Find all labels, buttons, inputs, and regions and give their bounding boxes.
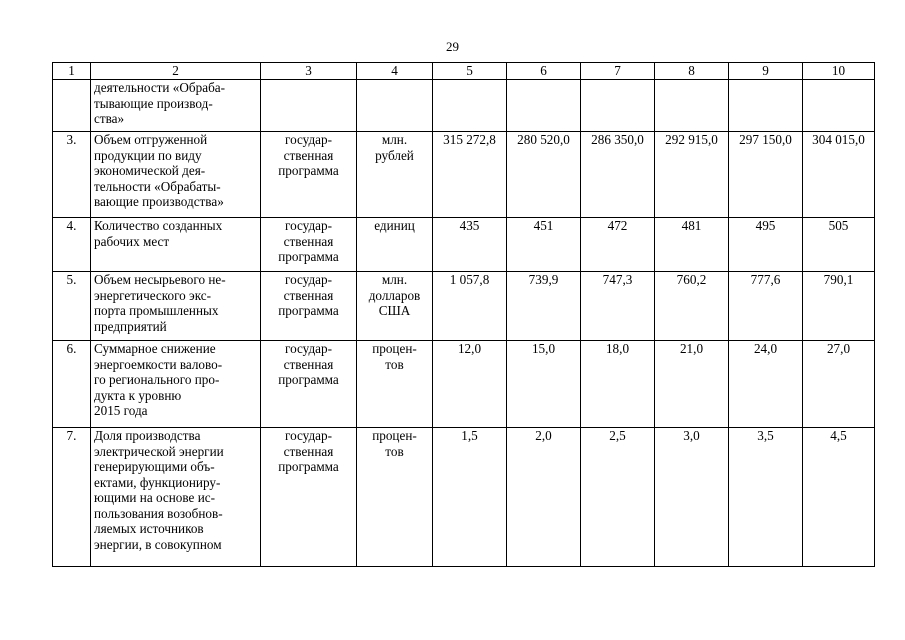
indicator-name-line: Объем несырьевого не- [94, 272, 226, 287]
value-cell [803, 80, 875, 132]
indicator-name-cell [91, 272, 261, 341]
value-cell: 495 [729, 218, 803, 272]
indicator-name-line: деятельности «Обраба- [94, 80, 226, 95]
indicator-name-line: 2015 года [94, 403, 148, 418]
source-program-cell [261, 272, 357, 341]
value-cell [655, 80, 729, 132]
header-cell: 1 [53, 63, 91, 80]
table-row [53, 80, 875, 132]
page-number: 29 [446, 39, 459, 54]
indicator-name-line: ектами, функциониру- [94, 474, 221, 490]
value-cell: 15,0 [507, 341, 581, 428]
row-number-cell: 3. [53, 132, 91, 218]
value-cell: 790,1 [803, 272, 875, 341]
source-program-line: государ- [285, 218, 332, 233]
indicator-name-cell [91, 80, 261, 132]
value-cell: 739,9 [507, 272, 581, 341]
source-program-line: государ- [285, 428, 332, 443]
table-row [53, 132, 875, 218]
value-cell: 280 520,0 [507, 132, 581, 218]
value-cell: 777,6 [729, 272, 803, 341]
indicator-name-line: дукта к уровню [94, 387, 182, 403]
unit-line: долларов [368, 287, 421, 303]
row-number-cell: 6. [53, 341, 91, 428]
indicator-name-line: тельности «Обрабаты- [94, 178, 221, 194]
unit-cell [357, 428, 433, 567]
indicator-name-line: ства» [94, 111, 125, 126]
value-cell: 4,5 [803, 428, 875, 567]
value-cell: 3,0 [655, 428, 729, 567]
indicator-name-line: энергетического экс- [94, 287, 212, 303]
value-cell: 481 [655, 218, 729, 272]
header-cell: 4 [357, 63, 433, 80]
indicator-name-line: электрической энергии [94, 443, 224, 459]
indicator-name-line: Объем отгруженной [94, 132, 208, 147]
unit-line: тов [385, 443, 404, 459]
unit-line: рублей [375, 147, 414, 163]
unit-cell [357, 132, 433, 218]
indicator-name-line: экономической дея- [94, 163, 206, 178]
indicator-name-line: ющими на основе ис- [94, 490, 215, 505]
indicator-name-line: энергоемкости валово- [94, 356, 223, 372]
source-program-line: ственная [283, 233, 334, 249]
value-cell: 292 915,0 [655, 132, 729, 218]
indicator-name-line: пользования возобнов- [94, 505, 223, 521]
indicators-table [52, 62, 875, 567]
value-cell: 304 015,0 [803, 132, 875, 218]
unit-line: процен- [372, 428, 417, 443]
row-number-cell [53, 80, 91, 132]
source-program-line: программа [278, 163, 339, 178]
value-cell: 472 [581, 218, 655, 272]
indicator-name-line: продукции по виду [94, 147, 202, 163]
value-cell: 1,5 [433, 428, 507, 567]
value-cell [507, 80, 581, 132]
source-program-line: ственная [283, 147, 334, 163]
table-row [53, 218, 875, 272]
header-cell: 5 [433, 63, 507, 80]
value-cell: 24,0 [729, 341, 803, 428]
value-cell: 2,0 [507, 428, 581, 567]
unit-line: млн. [381, 132, 408, 147]
source-program-cell [261, 428, 357, 567]
indicator-name-line: тывающие производ- [94, 95, 213, 111]
value-cell: 27,0 [803, 341, 875, 428]
table-row [53, 272, 875, 341]
source-program-line: государ- [285, 341, 332, 356]
indicator-name-cell [91, 132, 261, 218]
indicator-name-line: Суммарное снижение [94, 341, 216, 356]
value-cell [729, 80, 803, 132]
value-cell: 297 150,0 [729, 132, 803, 218]
header-cell: 6 [507, 63, 581, 80]
indicator-name-cell [91, 218, 261, 272]
source-program-line: программа [278, 303, 339, 318]
source-program-cell [261, 132, 357, 218]
value-cell: 505 [803, 218, 875, 272]
value-cell: 2,5 [581, 428, 655, 567]
unit-cell [357, 218, 433, 272]
source-program-line: ственная [283, 287, 334, 303]
indicator-name-line: ляемых источников [94, 521, 204, 536]
value-cell [581, 80, 655, 132]
header-cell: 10 [803, 63, 875, 80]
indicator-name-line: вающие производства» [94, 194, 224, 209]
source-program-line: программа [278, 249, 339, 264]
source-program-cell [261, 341, 357, 428]
table-row [53, 341, 875, 428]
value-cell: 747,3 [581, 272, 655, 341]
indicator-name-line: энергии, в совокупном [94, 536, 222, 552]
indicator-name-line: предприятий [94, 318, 167, 334]
source-program-cell [261, 218, 357, 272]
source-program-line: программа [278, 459, 339, 474]
value-cell [433, 80, 507, 132]
source-program-line: ственная [283, 443, 334, 459]
indicator-name-cell [91, 428, 261, 567]
indicator-name-line: порта промышленных [94, 303, 219, 318]
unit-line: процен- [372, 341, 417, 356]
unit-line: млн. [381, 272, 408, 287]
header-cell: 7 [581, 63, 655, 80]
value-cell: 18,0 [581, 341, 655, 428]
indicator-name-line: рабочих мест [94, 233, 170, 249]
value-cell: 1 057,8 [433, 272, 507, 341]
source-program-line: государ- [285, 132, 332, 147]
source-program-cell [261, 80, 357, 132]
indicator-name-line: Количество созданных [94, 218, 223, 233]
row-number-cell: 4. [53, 218, 91, 272]
unit-line: тов [385, 356, 404, 372]
indicator-name-line: Доля производства [94, 428, 201, 443]
value-cell: 451 [507, 218, 581, 272]
value-cell: 12,0 [433, 341, 507, 428]
source-program-line: государ- [285, 272, 332, 287]
source-program-line: ственная [283, 356, 334, 372]
source-program-line: программа [278, 372, 339, 387]
indicator-name-cell [91, 341, 261, 428]
header-cell: 9 [729, 63, 803, 80]
unit-line: США [378, 303, 411, 318]
row-number-cell: 7. [53, 428, 91, 567]
unit-cell [357, 272, 433, 341]
header-cell: 3 [261, 63, 357, 80]
table-header-row [53, 63, 875, 80]
indicator-name-line: генерирующими объ- [94, 459, 215, 474]
value-cell: 315 272,8 [433, 132, 507, 218]
table-row [53, 428, 875, 567]
value-cell: 21,0 [655, 341, 729, 428]
unit-line: единиц [374, 218, 415, 233]
value-cell: 286 350,0 [581, 132, 655, 218]
value-cell: 3,5 [729, 428, 803, 567]
value-cell: 760,2 [655, 272, 729, 341]
value-cell: 435 [433, 218, 507, 272]
header-cell: 8 [655, 63, 729, 80]
unit-cell [357, 80, 433, 132]
indicator-name-line: го регионального про- [94, 372, 220, 387]
row-number-cell: 5. [53, 272, 91, 341]
header-cell: 2 [91, 63, 261, 80]
unit-cell [357, 341, 433, 428]
